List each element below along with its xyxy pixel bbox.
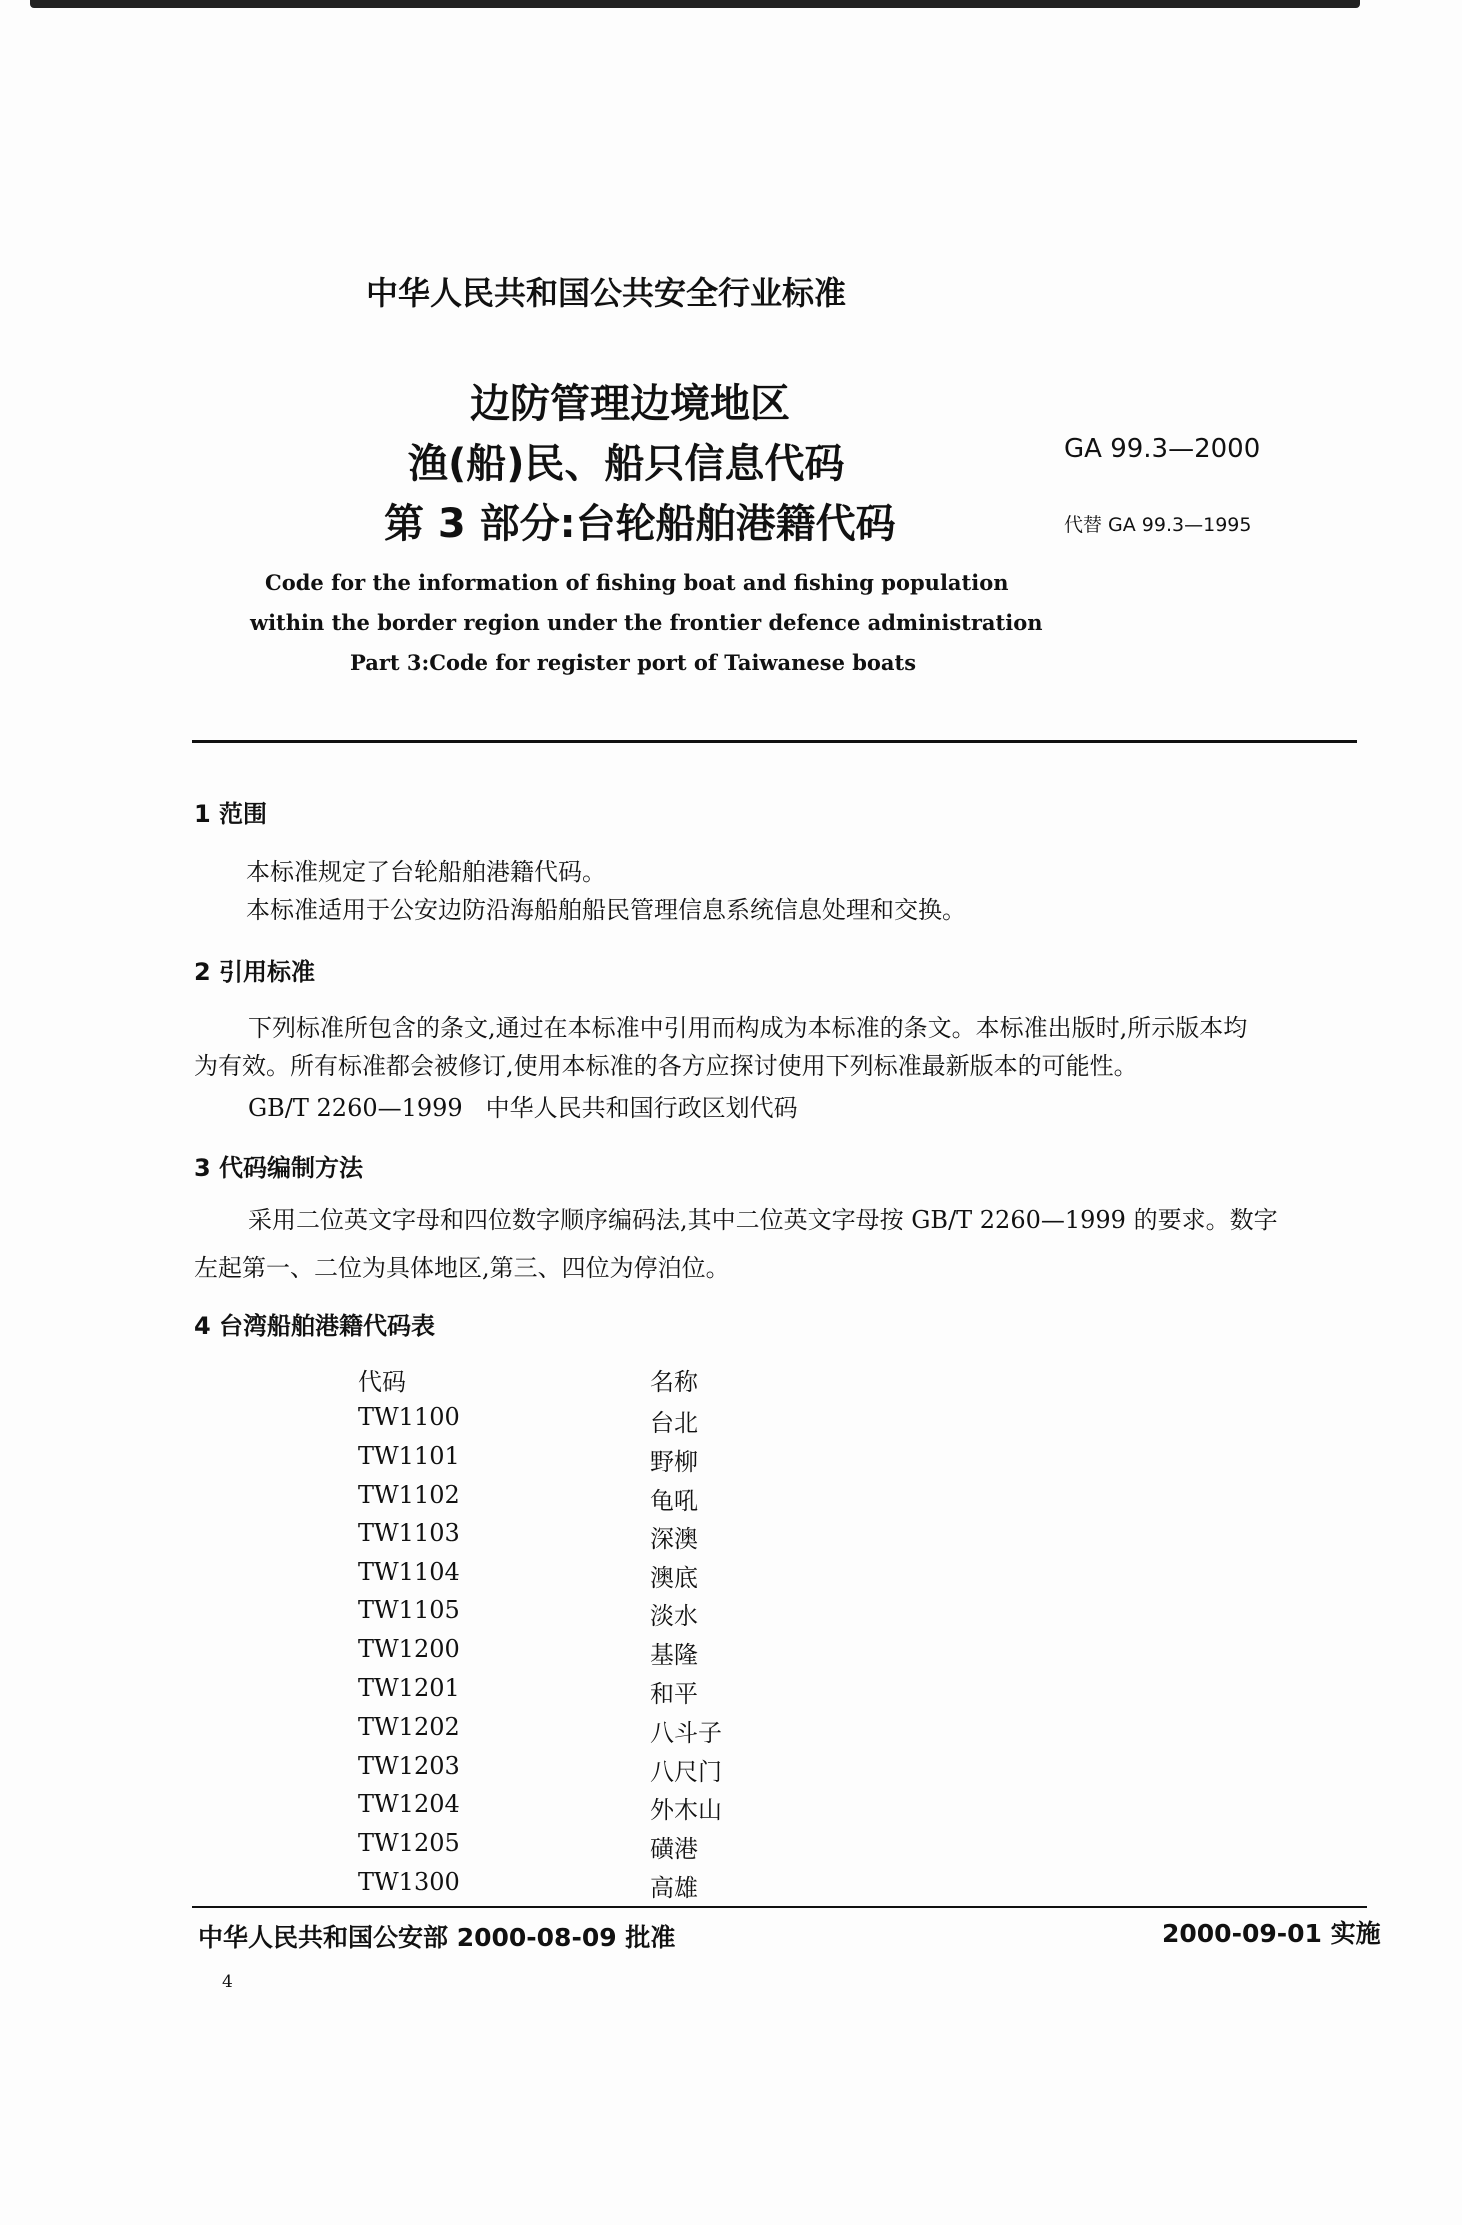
table-row (358, 1442, 858, 1480)
port-code: TW1105 (358, 1596, 460, 1624)
table-row (358, 1713, 858, 1751)
port-code: TW1300 (358, 1868, 460, 1896)
port-name: 淡水 (650, 1602, 698, 1630)
section-2-reference: GB/T 2260—1999 中华人民共和国行政区划代码 (248, 1094, 798, 1122)
port-name: 八尺门 (650, 1758, 722, 1786)
port-name: 和平 (650, 1680, 698, 1708)
section-3-paragraph-line-2: 左起第一、二位为具体地区,第三、四位为停泊位。 (194, 1254, 730, 1282)
port-code: TW1205 (358, 1829, 460, 1857)
port-code: TW1100 (358, 1403, 460, 1431)
port-code: TW1203 (358, 1752, 460, 1780)
table-row (358, 1674, 858, 1712)
column-header-code: 代码 (358, 1368, 406, 1396)
standard-code: GA 99.3—2000 (1064, 434, 1261, 464)
footer-divider (192, 1906, 1367, 1908)
english-title-line-3: Part 3:Code for register port of Taiwanese boats (350, 650, 917, 675)
port-code: TW1202 (358, 1713, 460, 1741)
section-3-heading: 3 代码编制方法 (194, 1154, 364, 1182)
replaces-note: 代替 GA 99.3—1995 (1064, 514, 1252, 536)
table-row (358, 1829, 858, 1867)
port-name: 磺港 (650, 1835, 698, 1863)
english-title-line-1: Code for the information of fishing boat and fishing population (265, 570, 1009, 595)
title-line-2: 渔(船)民、船只信息代码 (408, 441, 845, 487)
port-name: 野柳 (650, 1448, 698, 1476)
section-2-paragraph-line-1: 下列标准所包含的条文,通过在本标准中引用而构成为本标准的条文。本标准出版时,所示版本均 (248, 1014, 1248, 1042)
port-code: TW1204 (358, 1790, 460, 1818)
section-1-heading: 1 范围 (194, 800, 268, 828)
table-row (358, 1403, 858, 1441)
port-name: 八斗子 (650, 1719, 722, 1747)
port-name: 深澳 (650, 1525, 698, 1553)
title-line-1: 边防管理边境地区 (470, 381, 790, 427)
approval-note: 中华人民共和国公安部 2000-08-09 批准 (198, 1923, 676, 1952)
column-header-name: 名称 (650, 1368, 698, 1396)
port-name: 澳底 (650, 1564, 698, 1592)
section-3-paragraph-line-1: 采用二位英文字母和四位数字顺序编码法,其中二位英文字母按 GB/T 2260—1999 的要求。数字 (248, 1206, 1278, 1234)
scan-top-edge (30, 0, 1360, 8)
port-name: 龟吼 (650, 1487, 698, 1515)
port-code: TW1200 (358, 1635, 460, 1663)
port-code: TW1101 (358, 1442, 460, 1470)
page-number: 4 (222, 1972, 233, 1992)
table-row (358, 1868, 858, 1906)
port-name: 外木山 (650, 1796, 722, 1824)
code-table-header (358, 1362, 858, 1400)
section-1-paragraph-2: 本标准适用于公安边防沿海船舶船民管理信息系统信息处理和交换。 (246, 896, 966, 924)
industry-standard-label: 中华人民共和国公共安全行业标准 (366, 274, 847, 312)
table-row (358, 1635, 858, 1673)
table-row (358, 1481, 858, 1519)
port-code: TW1104 (358, 1558, 460, 1586)
port-name: 基隆 (650, 1641, 698, 1669)
table-row (358, 1790, 858, 1828)
port-name: 台北 (650, 1409, 698, 1437)
port-code: TW1201 (358, 1674, 460, 1702)
section-2-paragraph-line-2: 为有效。所有标准都会被修订,使用本标准的各方应探讨使用下列标准最新版本的可能性。 (194, 1052, 1138, 1080)
header-divider (192, 740, 1357, 743)
section-4-heading: 4 台湾船舶港籍代码表 (194, 1312, 436, 1340)
english-title-line-2: within the border region under the frontier defence administration (250, 610, 1043, 635)
section-2-heading: 2 引用标准 (194, 958, 316, 986)
title-line-3: 第 3 部分:台轮船舶港籍代码 (384, 501, 896, 547)
port-name: 高雄 (650, 1874, 698, 1902)
effective-date: 2000-09-01 实施 (1162, 1919, 1381, 1948)
table-row (358, 1519, 858, 1557)
table-row (358, 1558, 858, 1596)
port-code: TW1103 (358, 1519, 460, 1547)
table-row (358, 1752, 858, 1790)
section-1-paragraph-1: 本标准规定了台轮船舶港籍代码。 (246, 858, 606, 886)
table-row (358, 1596, 858, 1634)
port-code: TW1102 (358, 1481, 460, 1509)
